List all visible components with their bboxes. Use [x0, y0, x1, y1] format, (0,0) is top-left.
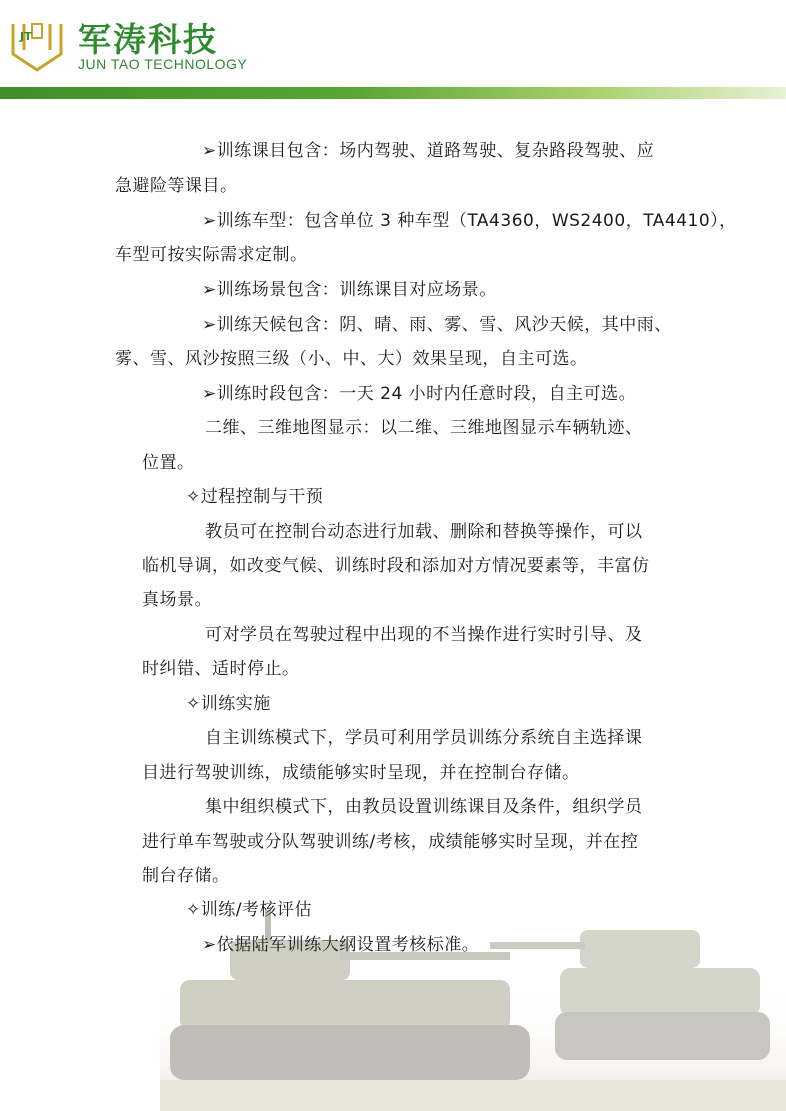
company-logo-icon	[10, 20, 64, 72]
paragraph-line: 位置。	[142, 453, 195, 473]
paragraph-line: 急避险等课目。	[115, 176, 238, 196]
page-header	[0, 0, 786, 100]
paragraph-line: 制台存储。	[142, 866, 230, 886]
tank-background-image	[160, 830, 786, 1111]
paragraph-line: 进行单车驾驶或分队驾驶训练/考核，成绩能够实时呈现，并在控	[142, 832, 639, 852]
paragraph-line: ➢训练时段包含：一天 24 小时内任意时段，自主可选。	[202, 384, 637, 404]
section-heading: ✧训练/考核评估	[186, 900, 312, 920]
header-divider-bar	[0, 87, 786, 99]
paragraph-line: 教员可在控制台动态进行加载、删除和替换等操作，可以	[205, 522, 643, 542]
paragraph-line: ➢训练车型：包含单位 3 种车型（TA4360，WS2400，TA4410），	[202, 211, 737, 231]
paragraph-line: 雾、雪、风沙按照三级（小、中、大）效果呈现，自主可选。	[115, 349, 588, 369]
paragraph-line: ➢训练场景包含：训练课目对应场景。	[202, 280, 497, 300]
paragraph-line: 时纠错、适时停止。	[142, 659, 300, 679]
paragraph-line: 目进行驾驶训练，成绩能够实时呈现，并在控制台存储。	[142, 763, 580, 783]
logo-mark-letters: JT	[20, 30, 32, 43]
company-name-en: JUN TAO TECHNOLOGY	[78, 56, 248, 72]
section-heading: ✧训练实施	[186, 694, 271, 714]
paragraph-line: ➢训练天候包含：阴、晴、雨、雾、雪、风沙天候，其中雨、	[202, 315, 672, 335]
company-name-cn: 军涛科技	[78, 20, 218, 59]
paragraph-line: 临机导调，如改变气候、训练时段和添加对方情况要素等，丰富仿	[142, 556, 650, 576]
paragraph-line: 集中组织模式下，由教员设置训练课目及条件，组织学员	[205, 797, 643, 817]
paragraph-line: 可对学员在驾驶过程中出现的不当操作进行实时引导、及	[205, 625, 643, 645]
paragraph-line: ➢训练课目包含：场内驾驶、道路驾驶、复杂路段驾驶、应	[202, 141, 655, 161]
section-heading: ✧过程控制与干预	[186, 487, 324, 507]
paragraph-line: 车型可按实际需求定制。	[115, 245, 308, 265]
paragraph-line: ➢依据陆军训练大纲设置考核标准。	[202, 935, 480, 955]
paragraph-line: 自主训练模式下，学员可利用学员训练分系统自主选择课	[205, 728, 643, 748]
paragraph-line: 真场景。	[142, 590, 212, 610]
paragraph-line: 二维、三维地图显示：以二维、三维地图显示车辆轨迹、	[205, 418, 643, 438]
